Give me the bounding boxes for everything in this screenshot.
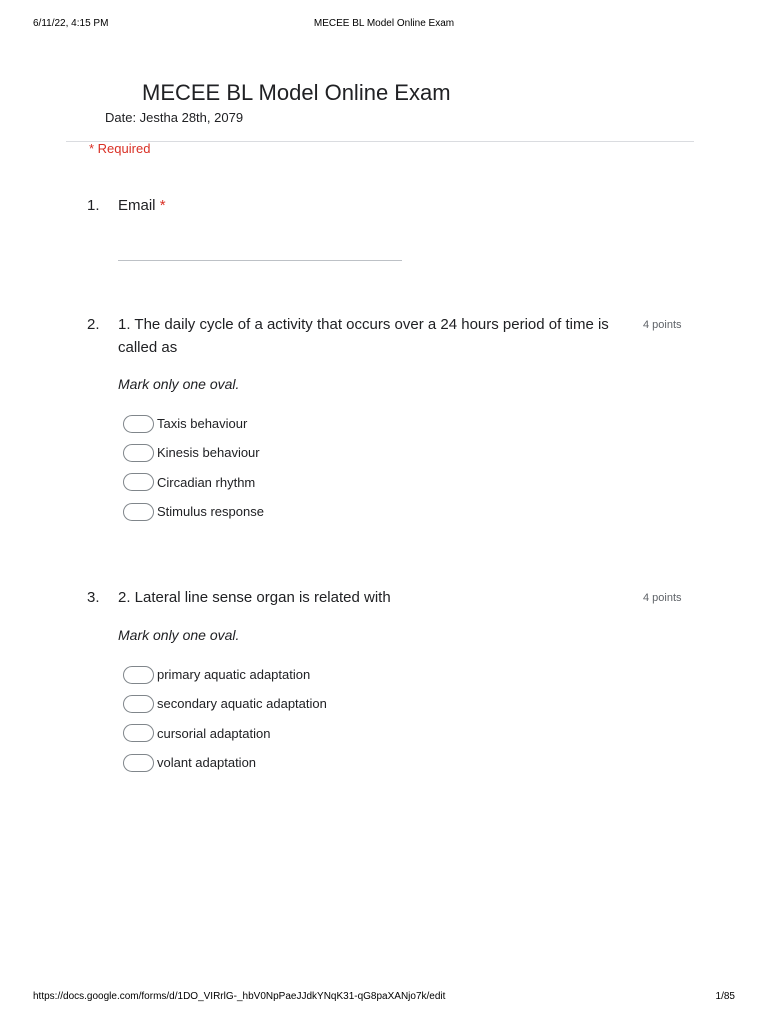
print-url: https://docs.google.com/forms/d/1DO_VIRrlG-_hbV0NpPaeJJdkYNqK31-qG8paXANjo7k/edit [33,991,446,1002]
required-asterisk: * [159,197,166,214]
radio-option[interactable] [123,468,264,497]
option-list [123,660,327,777]
print-page-title: MECEE BL Model Online Exam [313,18,455,29]
radio-option[interactable] [123,438,264,467]
radio-oval-icon[interactable] [123,724,154,742]
email-field[interactable] [118,260,402,261]
radio-option[interactable] [123,660,327,689]
form-title: MECEE BL Model Online Exam [142,80,451,105]
radio-oval-icon[interactable] [123,666,154,684]
question-title-text: Email [118,197,156,214]
option-label: volant adaptation [157,755,257,771]
radio-option[interactable] [123,748,327,777]
option-label: cursorial adaptation [157,725,271,741]
radio-option[interactable] [123,719,327,748]
question-number: 1. [87,197,100,214]
question-title [118,194,630,217]
required-note: * Required [89,141,151,156]
question-number: 3. [87,589,100,606]
option-label: secondary aquatic adaptation [157,696,327,712]
radio-option[interactable] [123,497,264,526]
radio-oval-icon[interactable] [123,754,154,772]
radio-option[interactable] [123,409,264,438]
option-label: Stimulus response [157,504,264,520]
question-title: 1. The daily cycle of a activity that occurs over a 24 hours period of time is called as [118,316,609,356]
option-label: primary aquatic adaptation [157,667,311,683]
print-datetime: 6/11/22, 4:15 PM [33,18,109,29]
option-label: Taxis behaviour [157,416,248,432]
form-description: Date: Jestha 28th, 2079 [105,110,244,125]
question-instruction: Mark only one oval. [118,627,240,643]
print-header [33,18,735,32]
question-instruction: Mark only one oval. [118,376,240,392]
radio-oval-icon[interactable] [123,444,154,462]
radio-oval-icon[interactable] [123,503,154,521]
header-divider [66,141,694,142]
page-indicator: 1/85 [715,991,735,1002]
question-points: 4 points [643,592,682,604]
question-points: 4 points [643,319,682,331]
radio-option[interactable] [123,689,327,718]
print-footer [33,991,735,1005]
question-number: 2. [87,316,100,333]
radio-oval-icon[interactable] [123,695,154,713]
radio-oval-icon[interactable] [123,473,154,491]
option-label: Kinesis behaviour [157,445,260,461]
option-list [123,409,264,526]
option-label: Circadian rhythm [157,474,256,490]
question-title: 2. Lateral line sense organ is related with [118,589,391,606]
radio-oval-icon[interactable] [123,415,154,433]
